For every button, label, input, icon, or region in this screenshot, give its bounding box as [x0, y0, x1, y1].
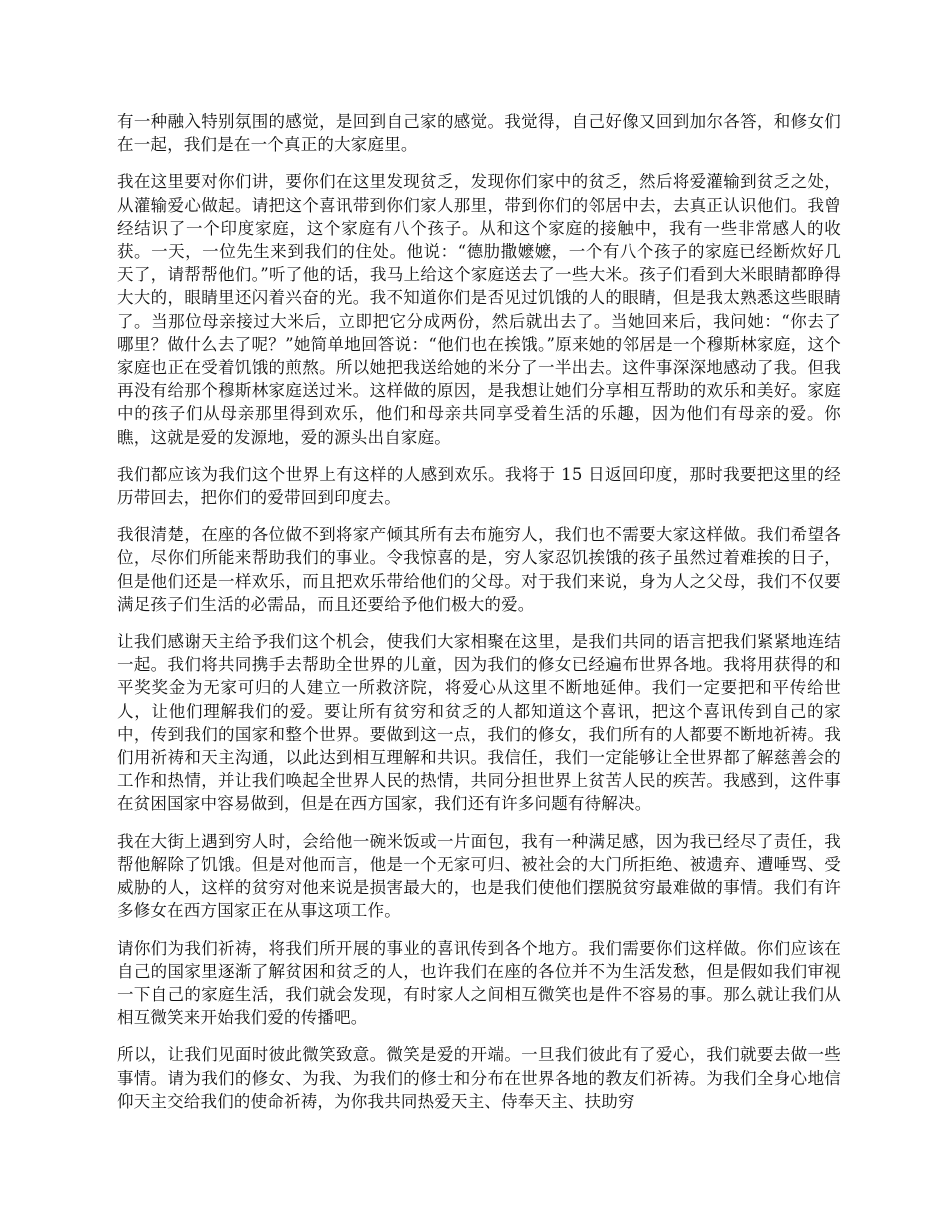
- paragraph-4: 我很清楚，在座的各位做不到将家产倾其所有去布施穷人，我们也不需要大家这样做。我们希望各位，尽你们所能来帮助我们的事业。令我惊喜的是，穷人家忍饥挨饿的孩子虽然过着难挨的日子，但是他们还是一样欢乐，而且把欢乐带给他们的父母。对于我们来说，身为人之父母，我们不仅要满足孩子们生活的必需品，而且还要给予他们极大的爱。: [117, 525, 841, 614]
- paragraph-6: 我在大街上遇到穷人时，会给他一碗米饭或一片面包，我有一种满足感，因为我已经尽了责任，我帮他解除了饥饿。但是对他而言，他是一个无家可归、被社会的大门所拒绝、被遗弃、遭唾骂、受威胁的人，这样的贫穷对他来说是损害最大的，也是我们使他们摆脱贫穷最难做的事情。我们有许多修女在西方国家正在从事这项工作。: [117, 831, 841, 921]
- paragraph-7: 请你们为我们祈祷，将我们所开展的事业的喜讯传到各个地方。我们需要你们这样做。你们应该在自己的国家里逐渐了解贫困和贫乏的人，也许我们在座的各位并不为生活发愁，但是假如我们审视一下自己的家庭生活，我们就会发现，有时家人之间相互微笑也是件不容易的事。那么就让我们从相互微笑来开始我们爱的传播吧。: [117, 938, 841, 1028]
- paragraph-5: 让我们感谢天主给予我们这个机会，使我们大家相聚在这里，是我们共同的语言把我们紧紧地连结一起。我们将共同携手去帮助全世界的儿童，因为我们的修女已经遍布世界各地。我将用获得的和平奖奖金为无家可归的人建立一所救济院，将爱心从这里不断地延伸。我们一定要把和平传给世人，让他们理解我们的爱。要让所有贫穷和贫乏的人都知道这个喜讯，把这个喜讯传到自己的家中，传到我们的国家和整个世界。要做到这一点，我们的修女，我们所有的人都要不断地祈祷。我们用祈祷和天主沟通，以此达到相互理解和共识。我信任，我们一定能够让全世界都了解慈善会的工作和热情，并让我们唤起全世界人民的热情，共同分担世界上贫苦人民的疾苦。我感到，这件事在贫困国家中容易做到，但是在西方国家，我们还有许多问题有待解决。: [117, 632, 841, 814]
- paragraph-1: 有一种融入特别氛围的感觉，是回到自己家的感觉。我觉得，自己好像又回到加尔各答，和修女们在一起，我们是在一个真正的大家庭里。: [117, 112, 841, 155]
- paragraph-8: 所以，让我们见面时彼此微笑致意。微笑是爱的开端。一旦我们彼此有了爱心，我们就要去做一些事情。请为我们的修女、为我、为我们的修士和分布在世界各地的教友们祈祷。为我们全身心地信仰天主交给我们的使命祈祷，为你我共同热爱天主、侍奉天主、扶助穷: [117, 1045, 841, 1111]
- paragraph-3: 我们都应该为我们这个世界上有这样的人感到欢乐。我将于 15 日返回印度，那时我要把这里的经历带回去，把你们的爱带回到印度去。: [117, 464, 841, 508]
- document-page: [117, 110, 841, 1127]
- paragraph-2: 我在这里要对你们讲，要你们在这里发现贫乏，发现你们家中的贫乏，然后将爱灌输到贫乏之处，从灌输爱心做起。请把这个喜讯带到你们家人那里，带到你们的邻居中去，去真正认识他们。我曾经结识了一个印度家庭，这个家庭有八个孩子。从和这个家庭的接触中，我有一些非常感人的收获。一天，一位先生来到我们的住处。他说：“德肋撒嬷嬷，一个有八个孩子的家庭已经断炊好几天了，请帮帮他们。”听了他的话，我马上给这个家庭送去了一些大米。孩子们看到大米眼睛都睁得大大的，眼睛里还闪着兴奋的光。我不知道你们是否见过饥饿的人的眼睛，但是我太熟悉这些眼睛了。当那位母亲接过大米后，立即把它分成两份，然后就出去了。当她回来后，我问她：“你去了哪里？做什么去了呢？”她简单地回答说：“他们也在挨饿。”原来她的邻居是一个穆斯林家庭，这个家庭也正在受着饥饿的煎熬。所以她把我送给她的米分了一半出去。这件事深深地感动了我。但我再没有给那个穆斯林家庭送过米。这样做的原因，是我想让她们分享相互帮助的欢乐和美好。家庭中的孩子们从母亲那里得到欢乐，他们和母亲共同享受着生活的乐趣，因为他们有母亲的爱。你瞧，这就是爱的发源地，爱的源头出自家庭。: [117, 172, 841, 447]
